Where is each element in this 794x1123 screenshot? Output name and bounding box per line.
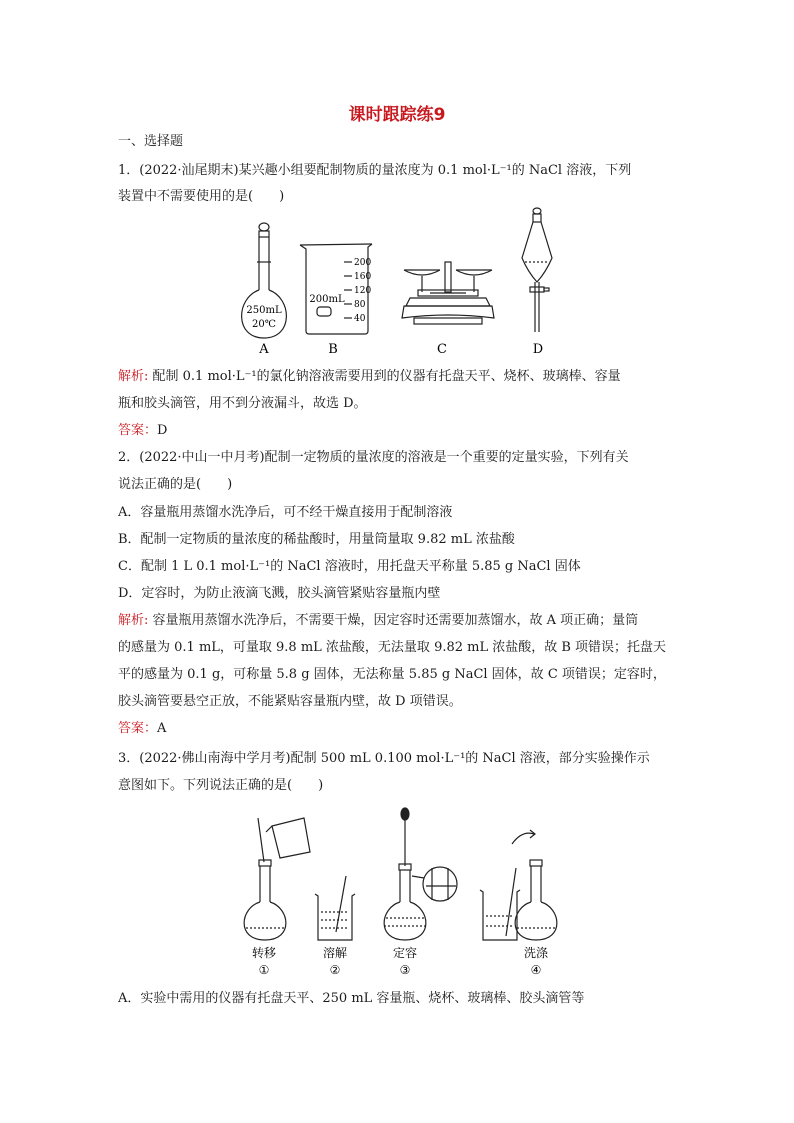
wash-step-icon (480, 830, 557, 940)
q1-analysis-line2: 瓶和胶头滴管，用不到分液漏斗，故选 D。 (118, 396, 367, 411)
beaker-scale-200: 200 (354, 258, 372, 268)
analysis-label: 解析: (118, 613, 149, 628)
flask-temp-text: 20℃ (252, 319, 276, 330)
q2-stem-line2: 说法正确的是( ) (118, 477, 233, 492)
step-number-1: ① (258, 963, 270, 977)
analysis-text: 容量瓶用蒸馏水洗净后，不需要干燥，因定容时还需要加蒸馏水，故 A 项正确；量筒 (148, 613, 639, 628)
beaker-scale-120: 120 (354, 286, 372, 296)
step-name-3: 定容 (392, 946, 418, 960)
answer-value: A (157, 721, 167, 736)
page-title: 课时跟踪练9 (348, 105, 446, 125)
q2-option-a: A．容量瓶用蒸馏水洗净后，可不经干燥直接用于配制溶液 (118, 505, 453, 520)
q3-stem-line1: 3．(2022·佛山南海中学月考)配制 500 mL 0.100 mol·L⁻¹的 NaCl 溶液，部分实验操作示 (118, 751, 650, 766)
q3-stem-line2: 意图如下。下列说法正确的是( ) (118, 778, 324, 793)
answer-label: 答案： (118, 423, 158, 438)
analysis-text: 配制 0.1 mol·L⁻¹的氯化钠溶液需要用到的仪器有托盘天平、烧杯、玻璃棒、容量 (148, 369, 621, 384)
q2-option-c: C．配制 1 L 0.1 mol·L⁻¹的 NaCl 溶液时，用托盘天平称量 5.85 g NaCl 固体 (118, 559, 581, 574)
step-number-4: ④ (530, 963, 542, 977)
option-label-b: B (328, 342, 338, 357)
step-name-4: 洗涤 (523, 946, 549, 960)
step-number-3: ③ (399, 963, 411, 977)
beaker-scale-80: 80 (354, 300, 366, 310)
beaker-scale-40: 40 (354, 314, 366, 324)
analysis-label: 解析: (118, 369, 149, 384)
beaker-volume-text: 200mL (309, 294, 345, 305)
section-heading: 一、选择题 (118, 134, 184, 149)
option-label-c: C (437, 342, 447, 357)
transfer-step-icon (244, 818, 310, 940)
q2-stem-line1: 2．(2022·中山一中月考)配制一定物质的量浓度的溶液是一个重要的定量实验，下列有关 (118, 450, 629, 465)
answer-value: D (157, 423, 168, 438)
q2-analysis-line3: 平的感量为 0.1 g，可称量 5.8 g 固体，无法称量 5.85 g NaCl 固体，故 C 项错误；定容时， (118, 667, 666, 682)
dissolve-step-icon (315, 876, 355, 940)
option-label-a: A (259, 342, 269, 357)
q2-analysis-line2: 的感量为 0.1 mL，可量取 9.8 mL 浓盐酸，无法量取 9.82 mL 浓盐酸，故 B 项错误；托盘天 (118, 640, 667, 655)
answer-label: 答案： (118, 721, 158, 736)
q1-stem-line1: 1．(2022·汕尾期末)某兴趣小组要配制物质的量浓度为 0.1 mol·L⁻¹的 NaCl 溶液，下列 (118, 163, 632, 178)
step-name-1: 转移 (251, 946, 277, 960)
make-up-volume-step-icon (384, 808, 457, 940)
option-label-d: D (532, 342, 544, 357)
step-number-2: ② (329, 963, 341, 977)
q1-stem-line2: 装置中不需要使用的是( ) (118, 189, 285, 204)
q2-option-d: D．定容时，为防止液滴飞溅，胶头滴管紧贴容量瓶内壁 (118, 586, 441, 601)
beaker-scale-160: 160 (354, 272, 372, 282)
q2-analysis-line4: 胶头滴管要悬空正放，不能紧贴容量瓶内壁，故 D 项错误。 (118, 694, 462, 709)
q3-option-a: A．实验中需用的仪器有托盘天平、250 mL 容量瓶、烧杯、玻璃棒、胶头滴管等 (118, 991, 585, 1006)
step-name-2: 溶解 (322, 946, 348, 960)
q2-option-b: B．配制一定物质的量浓度的稀盐酸时，用量筒量取 9.82 mL 浓盐酸 (118, 532, 515, 547)
flask-volume-text: 250mL (246, 305, 282, 316)
